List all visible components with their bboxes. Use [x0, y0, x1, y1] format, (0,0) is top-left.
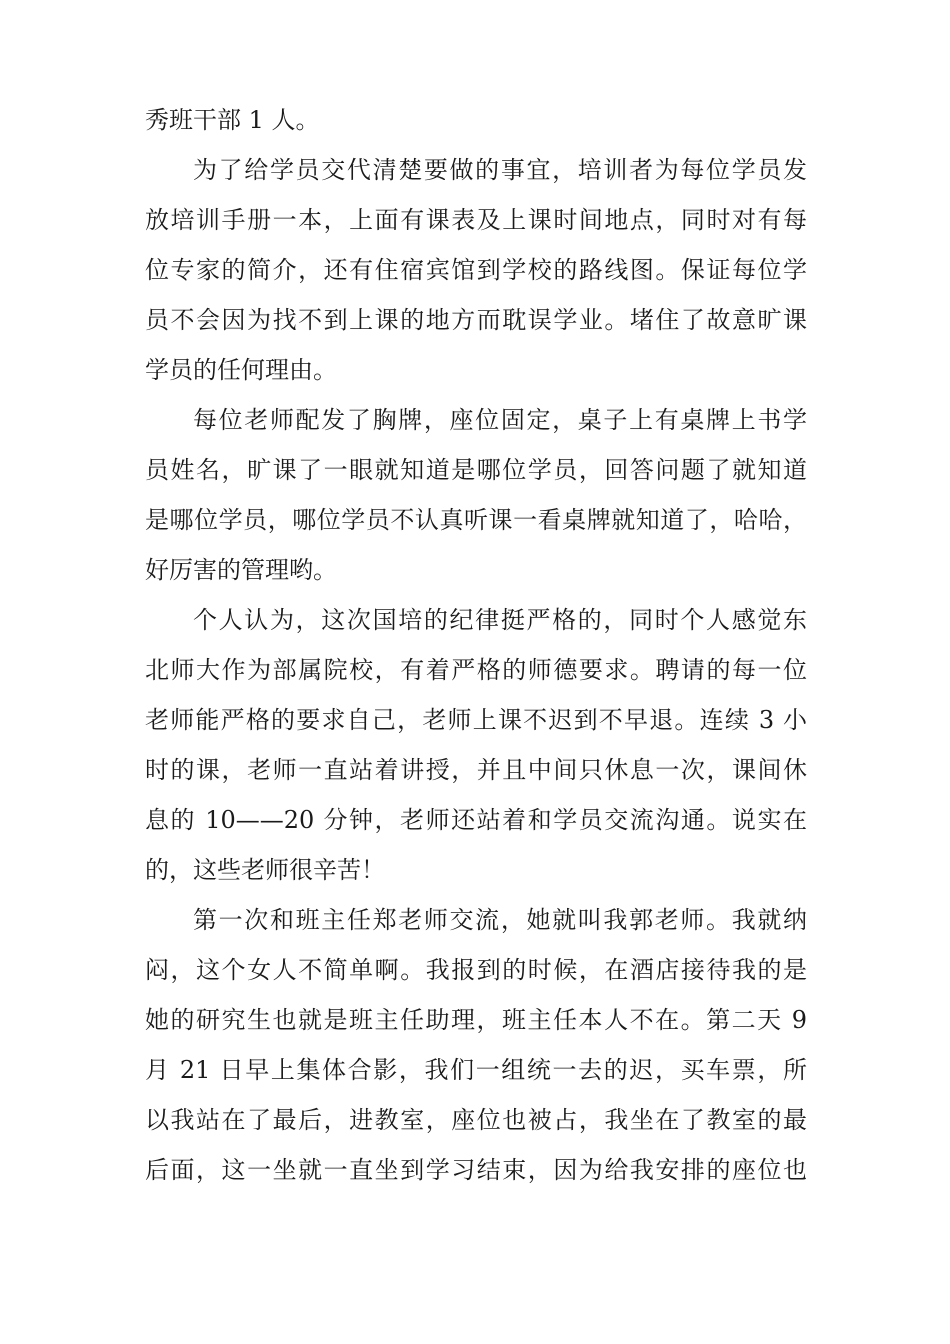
- text-line: 时的课，老师一直站着讲授，并且中间只休息一次，课间休: [145, 756, 807, 784]
- text-line: 学员的任何理由。: [145, 356, 337, 384]
- text-line: 位专家的简介，还有住宿宾馆到学校的路线图。保证每位学: [145, 256, 807, 284]
- text-line: 好厉害的管理哟。: [145, 556, 337, 584]
- text-line: 息的 10——20 分钟，老师还站着和学员交流沟通。说实在: [145, 806, 807, 834]
- text-line: 北师大作为部属院校，有着严格的师德要求。聘请的每一位: [145, 656, 807, 684]
- text-line: 个人认为，这次国培的纪律挺严格的，同时个人感觉东: [193, 606, 807, 634]
- text-line: 老师能严格的要求自己，老师上课不迟到不早退。连续 3 小: [145, 706, 807, 734]
- text-line: 是哪位学员，哪位学员不认真听课一看桌牌就知道了，哈哈，: [145, 506, 807, 534]
- text-line: 员姓名，旷课了一眼就知道是哪位学员，回答问题了就知道: [145, 456, 807, 484]
- text-line: 以我站在了最后，进教室，座位也被占，我坐在了教室的最: [145, 1106, 807, 1134]
- text-line: 她的研究生也就是班主任助理，班主任本人不在。第二天 9: [145, 1006, 807, 1034]
- text-line: 后面，这一坐就一直坐到学习结束，因为给我安排的座位也: [145, 1156, 807, 1184]
- text-line: 员不会因为找不到上课的地方而耽误学业。堵住了故意旷课: [145, 306, 807, 334]
- text-line: 每位老师配发了胸牌，座位固定，桌子上有桌牌上书学: [193, 406, 807, 434]
- text-line: 放培训手册一本，上面有课表及上课时间地点，同时对有每: [145, 206, 807, 234]
- text-line: 月 21 日早上集体合影，我们一组统一去的迟，买车票，所: [145, 1056, 807, 1084]
- text-line: 第一次和班主任郑老师交流，她就叫我郭老师。我就纳: [193, 906, 807, 934]
- text-line: 秀班干部 1 人。: [145, 106, 320, 134]
- text-line: 为了给学员交代清楚要做的事宜，培训者为每位学员发: [193, 156, 807, 184]
- text-line: 闷，这个女人不简单啊。我报到的时候，在酒店接待我的是: [145, 956, 807, 984]
- text-line: 的，这些老师很辛苦！: [145, 856, 385, 884]
